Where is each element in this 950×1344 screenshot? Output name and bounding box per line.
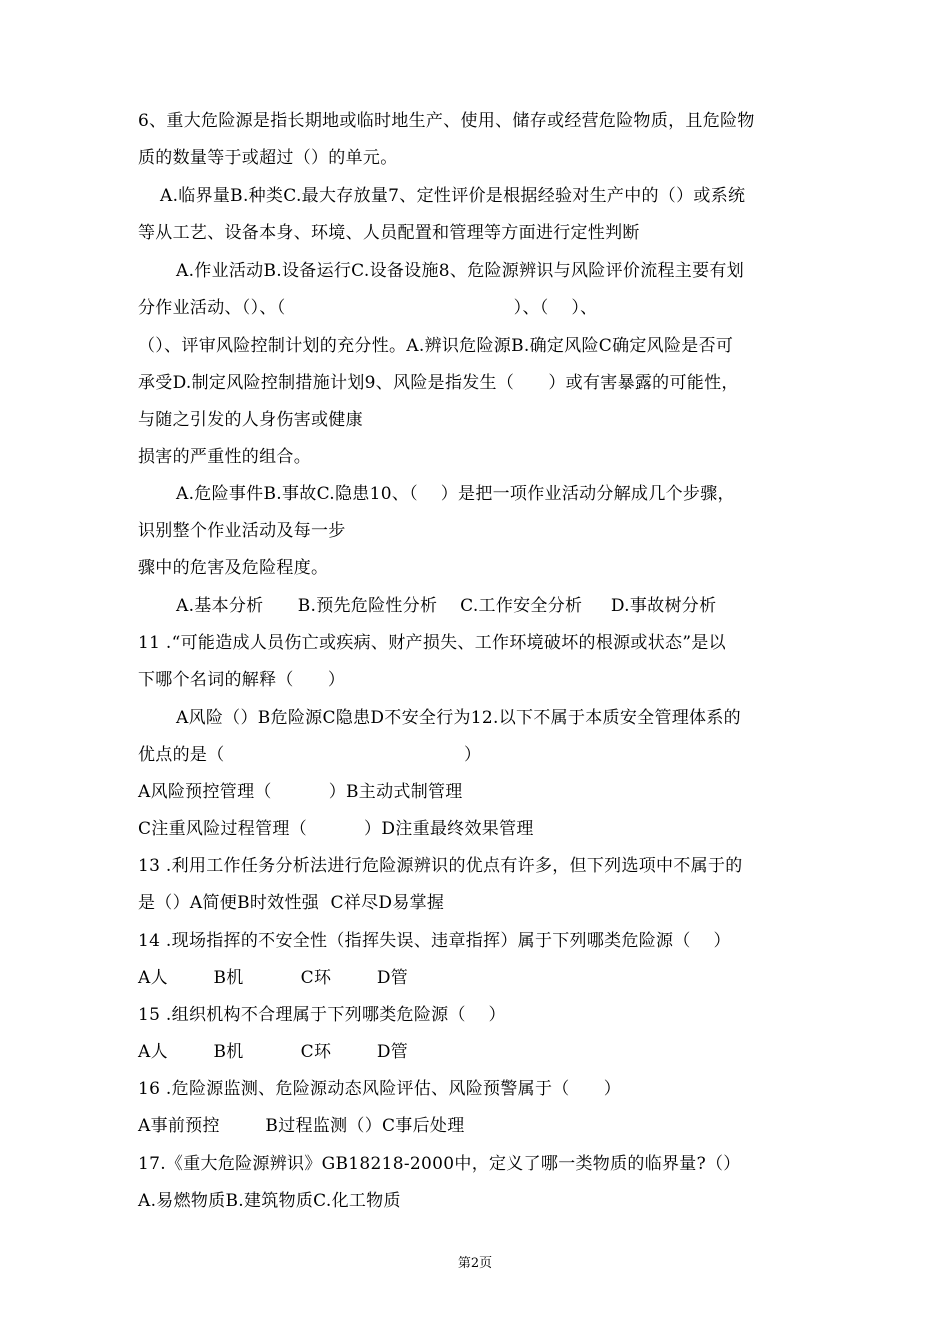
question-17-line-1: 17.《重大危险源辨识》GB18218-2000中，定义了哪一类物质的临界量?（）: [138, 1154, 741, 1174]
question-8-line-3: （）、评审风险控制计划的充分性。A.辨识危险源B.确定风险C确定风险是否可: [138, 336, 734, 356]
question-6-options-question-7: A.临界量B.种类C.最大存放量7、定性评价是根据经验对生产中的（）或系统: [160, 186, 746, 206]
question-9-line-2: 与随之引发的人身伤害或健康: [138, 410, 363, 430]
question-15-options: A人 B机 C环 D管: [138, 1042, 409, 1062]
question-12-line-2: 优点的是（ ）: [138, 745, 482, 765]
question-9-options-question-10: A.危险事件B.事故C.隐患10、（ ）是把一项作业活动分解成几个步骤，: [176, 484, 735, 504]
question-11-line-1: 11 .“可能造成人员伤亡或疾病、财产损失、工作环境破坏的根源或状态”是以: [138, 633, 726, 653]
question-16-line-1: 16 .危险源监测、危险源动态风险评估、风险预警属于（ ）: [138, 1079, 622, 1099]
question-7-options-question-8: A.作业活动B.设备运行C.设备设施8、危险源辨识与风险评价流程主要有划: [176, 261, 744, 281]
page-number: 第2页: [457, 1256, 493, 1271]
question-9-line-3: 损害的严重性的组合。: [138, 447, 311, 467]
question-16-options: A事前预控 B过程监测（）C事后处理: [138, 1116, 465, 1136]
question-6-line-1: 6、重大危险源是指长期地或临时地生产、使用、储存或经营危险物质，且危险物: [138, 111, 755, 131]
question-8-options-question-9: 承受D.制定风险控制措施计划9、风险是指发生（ ）或有害暴露的可能性，: [138, 373, 739, 393]
question-7-line-2: 等从工艺、设备本身、环境、人员配置和管理等方面进行定性判断: [138, 223, 640, 243]
question-13-line-2: 是（）A简便B时效性强 C祥尽D易掌握: [138, 893, 445, 913]
question-12-option-ab: A风险预控管理（ ）B主动式制管理: [138, 782, 463, 802]
question-14-options: A人 B机 C环 D管: [138, 968, 409, 988]
question-15-line-1: 15 .组织机构不合理属于下列哪类危险源（ ）: [138, 1005, 506, 1025]
question-10-line-3: 骤中的危害及危险程度。: [138, 558, 329, 578]
question-10-line-2: 识别整个作业活动及每一步: [138, 521, 346, 541]
question-8-line-2: 分作业活动、（）、（ ）、（ ）、: [138, 298, 598, 318]
question-12-option-cd: C注重风险过程管理（ ）D注重最终效果管理: [138, 819, 534, 839]
question-6-line-2: 质的数量等于或超过（）的单元。: [138, 148, 398, 168]
question-11-options-question-12: A风险（）B危险源C隐患D不安全行为12.以下不属于本质安全管理体系的: [176, 708, 741, 728]
question-13-line-1: 13 .利用工作任务分析法进行危险源辨识的优点有许多，但下列选项中不属于的: [138, 856, 743, 876]
question-10-options: A.基本分析 B.预先危险性分析 C.工作安全分析 D.事故树分析: [176, 596, 717, 616]
question-11-line-2: 下哪个名词的解释（ ）: [138, 670, 346, 690]
question-14-line-1: 14 .现场指挥的不安全性（指挥失误、违章指挥）属于下列哪类危险源（ ）: [138, 931, 731, 951]
question-17-options: A.易燃物质B.建筑物质C.化工物质: [138, 1191, 401, 1211]
